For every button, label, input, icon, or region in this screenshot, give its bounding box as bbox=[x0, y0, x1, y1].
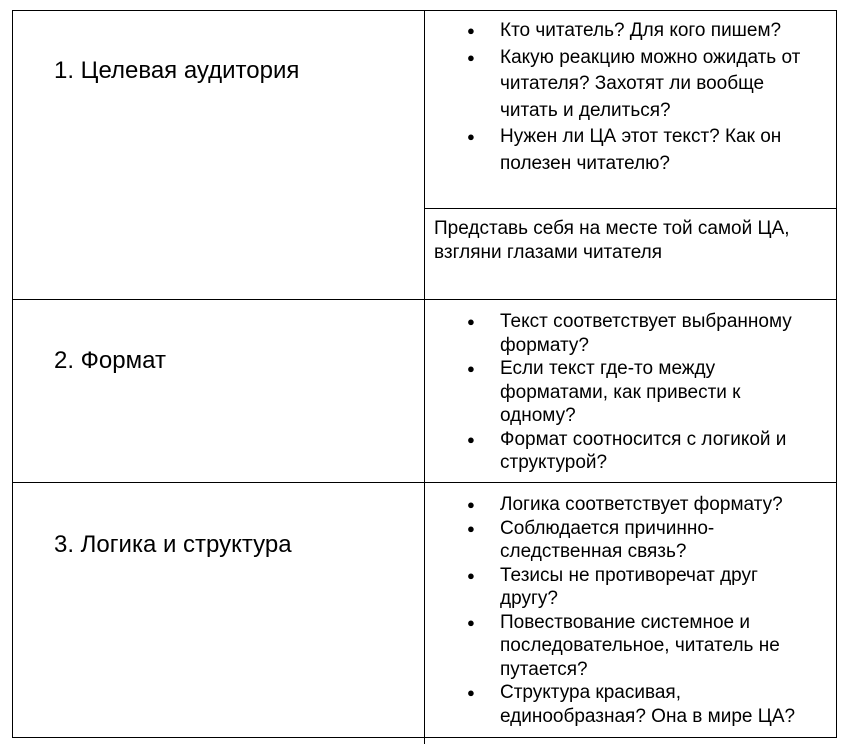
row-divider-1-note bbox=[424, 208, 837, 209]
list-item: ● Если текст где-то между форматами, как привести к одному? bbox=[425, 357, 835, 428]
row-title-format: 2. Формат bbox=[54, 347, 166, 374]
bullet-list-format bbox=[425, 310, 835, 475]
list-item: ● Структура красивая, единообразная? Она в мире ЦА? bbox=[425, 681, 835, 728]
row-title-logic: 3. Логика и структура bbox=[54, 531, 292, 558]
list-item: ● Логика соответствует формату? bbox=[425, 493, 835, 517]
list-item: ● Текст соответствует выбранному формату? bbox=[425, 310, 835, 357]
bullet-list-logic bbox=[425, 493, 835, 728]
row-divider-2 bbox=[12, 482, 837, 483]
bullet-list-audience bbox=[425, 18, 835, 177]
list-item: ● Тезисы не противоречат друг другу? bbox=[425, 564, 835, 611]
row-title-audience: 1. Целевая аудитория bbox=[54, 57, 300, 84]
audience-tip: Представь себя на месте той самой ЦА, взгляни глазами читателя bbox=[434, 218, 790, 263]
list-item: ● Нужен ли ЦА этот текст? Как он полезен читателю? bbox=[425, 124, 835, 177]
row-divider-1 bbox=[12, 299, 837, 300]
list-item: ● Какую реакцию можно ожидать от читателя? Захотят ли вообще читать и делиться? bbox=[425, 45, 835, 125]
list-item: ● Повествование системное и последовательное, читатель не путается? bbox=[425, 611, 835, 682]
list-item: ● Соблюдается причинно-следственная связь? bbox=[425, 517, 835, 564]
list-item: ● Кто читатель? Для кого пишем? bbox=[425, 18, 835, 45]
list-item: ● Формат соотносится с логикой и структурой? bbox=[425, 428, 835, 475]
